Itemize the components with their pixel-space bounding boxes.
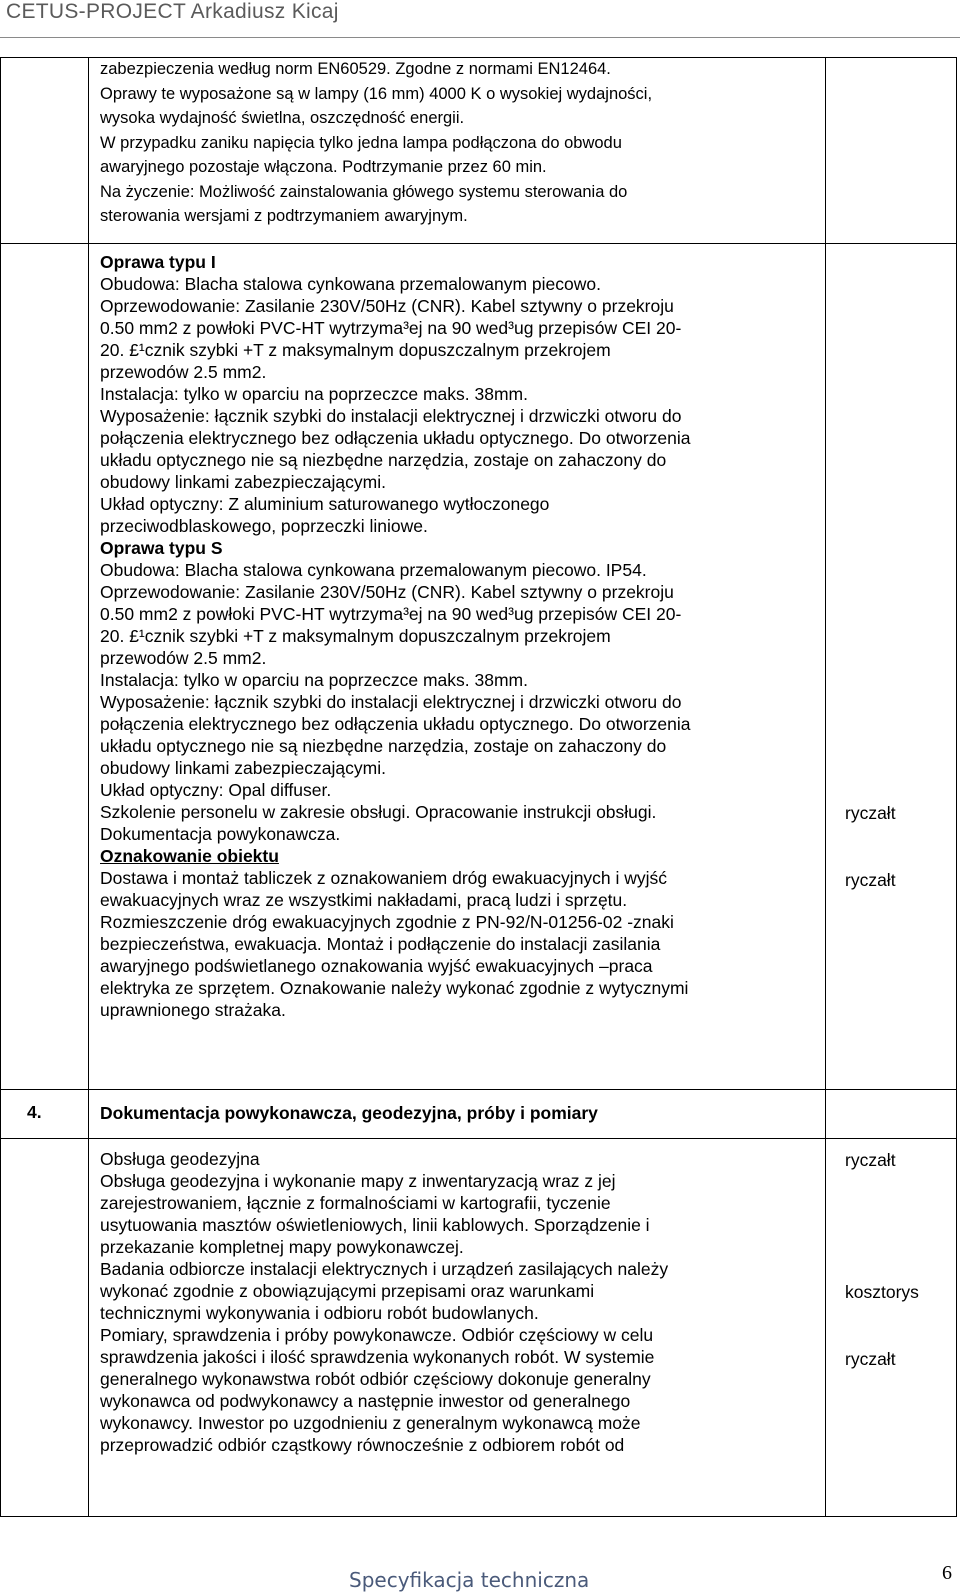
text-line: Obsługa geodezyjna bbox=[100, 1149, 260, 1169]
text-line: bezpieczeństwa, ewakuacja. Montaż i podłączenie do instalacji zasilania bbox=[100, 934, 661, 954]
text-line: Oprzewodowanie: Zasilanie 230V/50Hz (CNR). Kabel sztywny o przekroju bbox=[100, 582, 674, 602]
table-border-left bbox=[0, 57, 1, 1517]
section-4-title bbox=[100, 1102, 812, 1124]
section-heading: Oznakowanie obiektu bbox=[100, 846, 279, 866]
text-line: W przypadku zaniku napięcia tylko jedna lampa podłączona do obwodu bbox=[100, 133, 622, 152]
text-line: Szkolenie personelu w zakresie obsługi. Opracowanie instrukcji obsługi. bbox=[100, 802, 657, 822]
price-pomiary: ryczałt bbox=[845, 1349, 896, 1369]
table-border-right bbox=[956, 57, 957, 1517]
text-line: przewodów 2.5 mm2. bbox=[100, 648, 267, 668]
text-line: Dokumentacja powykonawcza. bbox=[100, 824, 341, 844]
text-line: połączenia elektrycznego bez odłączenia układu optycznego. Do otworzenia bbox=[100, 428, 691, 448]
badania-section bbox=[100, 1258, 812, 1324]
text-line: przeprowadzić odbiór cząstkowy równocześnie z odbiorem robót od bbox=[100, 1435, 625, 1455]
text-line: Wyposażenie: łącznik szybki do instalacji elektrycznej i drzwiczki otworu do bbox=[100, 406, 682, 426]
section-heading: Oprawa typu I bbox=[100, 252, 216, 272]
text-line: przeciwodblaskowego, poprzeczki liniowe. bbox=[100, 516, 428, 536]
section-heading: Oprawa typu S bbox=[100, 538, 223, 558]
text-line: usytuowania masztów oświetleniowych, linii kablowych. Sporządzenie i bbox=[100, 1215, 650, 1235]
text-line: 0.50 mm2 z powłoki PVC-HT wytrzyma³ej na 90 wed³ug przepisów CEI 20- bbox=[100, 604, 682, 624]
text-line: awaryjnego pozostaje włączona. Podtrzymanie przez 60 min. bbox=[100, 158, 547, 176]
text-line: Dostawa i montaż tabliczek z oznakowaniem dróg ewakuacyjnych i wyjść bbox=[100, 868, 668, 888]
header-title: CETUS-PROJECT Arkadiusz Kicaj bbox=[6, 0, 339, 23]
text-line: ewakuacyjnych wraz ze wszystkimi nakładami, pracą ludzi i sprzętu. bbox=[100, 890, 628, 910]
oprawa-i-section bbox=[100, 251, 812, 537]
text-line: przewodów 2.5 mm2. bbox=[100, 362, 267, 382]
text-line: Oprzewodowanie: Zasilanie 230V/50Hz (CNR). Kabel sztywny o przekroju bbox=[100, 296, 674, 316]
table-divider-number bbox=[88, 57, 89, 1517]
text-line: Wyposażenie: łącznik szybki do instalacji elektrycznej i drzwiczki otworu do bbox=[100, 692, 682, 712]
text-line: zabezpieczenia według norm EN60529. Zgodne z normami EN12464. bbox=[100, 60, 611, 78]
text-line: sterowania wersjami z podtrzymaniem awaryjnym. bbox=[100, 207, 468, 225]
section-number: 4. bbox=[27, 1102, 42, 1122]
table-row-separator bbox=[0, 1138, 957, 1139]
table-border-bottom bbox=[0, 1516, 957, 1517]
text-line: Oprawy te wyposażone są w lampy (16 mm) 4000 K o wysokiej wydajności, bbox=[100, 84, 653, 103]
text-line: Na życzenie: Możliwość zainstalowania główego systemu sterowania do bbox=[100, 182, 628, 201]
text-line: 20. £¹cznik szybki +T z maksymalnym dopuszczalnym przekrojem bbox=[100, 626, 611, 646]
text-line: Pomiary, sprawdzenia i próby powykonawcze. Odbiór częściowy w celu bbox=[100, 1325, 654, 1345]
pomiary-section bbox=[100, 1324, 812, 1456]
text-line: 0.50 mm2 z powłoki PVC-HT wytrzyma³ej na 90 wed³ug przepisów CEI 20- bbox=[100, 318, 682, 338]
price-szkolenie: ryczałt bbox=[845, 803, 896, 823]
price-badania: kosztorys bbox=[845, 1282, 919, 1302]
text-line: Układ optyczny: Z aluminium saturowanego wytłoczonego bbox=[100, 494, 550, 514]
text-line: Obsługa geodezyjna i wykonanie mapy z inwentaryzacją wraz z jej bbox=[100, 1171, 616, 1191]
text-line: połączenia elektrycznego bez odłączenia układu optycznego. Do otworzenia bbox=[100, 714, 691, 734]
text-line: wykonawcy. Inwestor po uzgodnieniu z generalnym wykonawcą może bbox=[100, 1413, 641, 1433]
text-line: układu optycznego nie są niezbędne narzędzia, zostaje on zahaczony do bbox=[100, 736, 667, 756]
table-row-separator bbox=[0, 1089, 957, 1090]
text-line: technicznymi wykonywania i odbioru robót budowlanych. bbox=[100, 1303, 539, 1323]
text-line: zarejestrowaniem, łącznie z formalnościami w kartografii, tyczenie bbox=[100, 1193, 611, 1213]
text-line: Obudowa: Blacha stalowa cynkowana przemalowanym piecowo. IP54. bbox=[100, 560, 647, 580]
page-number: 6 bbox=[942, 1562, 952, 1584]
table-divider-price bbox=[825, 57, 826, 1517]
text-line: przekazanie kompletnej mapy powykonawczej. bbox=[100, 1237, 464, 1257]
text-line: Instalacja: tylko w oparciu na poprzeczce maks. 38mm. bbox=[100, 670, 528, 690]
text-line: obudowy linkami zabezpieczającymi. bbox=[100, 758, 386, 778]
text-line: elektryka ze sprzętem. Oznakowanie należy wykonać zgodnie z wytycznymi bbox=[100, 978, 689, 998]
text-line: Instalacja: tylko w oparciu na poprzeczce maks. 38mm. bbox=[100, 384, 528, 404]
table-row-separator bbox=[0, 243, 957, 244]
text-line: generalnego wykonawstwa robót odbiór częściowy dokonuje generalny bbox=[100, 1369, 651, 1389]
text-line: wykonawca od podwykonawcy a następnie inwestor od generalnego bbox=[100, 1391, 631, 1411]
text-line: uprawnionego strażaka. bbox=[100, 1000, 286, 1020]
footer-title: Specyfikacja techniczna bbox=[349, 1568, 590, 1592]
text-line: Układ optyczny: Opal diffuser. bbox=[100, 780, 332, 800]
text-line: układu optycznego nie są niezbędne narzędzia, zostaje on zahaczony do bbox=[100, 450, 667, 470]
text-line: wysoka wydajność świetlna, oszczędność energii. bbox=[100, 109, 465, 127]
text-line: Rozmieszczenie dróg ewakuacyjnych zgodnie z PN-92/N-01256-02 -znaki bbox=[100, 912, 674, 932]
text-line: wykonać zgodnie z obowiązującymi przepisami oraz warunkami bbox=[100, 1281, 595, 1301]
text-line: sprawdzenia jakości i ilość sprawdzenia wykonanych robót. W systemie bbox=[100, 1347, 655, 1367]
price-oznakowanie: ryczałt bbox=[845, 870, 896, 890]
section-title: Dokumentacja powykonawcza, geodezyjna, próby i pomiary bbox=[100, 1103, 598, 1123]
geodezja-section bbox=[100, 1148, 812, 1258]
oznakowanie-section bbox=[100, 845, 812, 1021]
price-geodezja: ryczałt bbox=[845, 1150, 896, 1170]
szkolenie-section bbox=[100, 801, 812, 845]
text-line: Badania odbiorcze instalacji elektrycznych i urządzeń zasilających należy bbox=[100, 1259, 669, 1279]
text-line: 20. £¹cznik szybki +T z maksymalnym dopuszczalnym przekrojem bbox=[100, 340, 611, 360]
text-line: obudowy linkami zabezpieczającymi. bbox=[100, 472, 386, 492]
intro-paragraph bbox=[100, 57, 812, 229]
oprawa-s-section bbox=[100, 537, 812, 801]
text-line: Obudowa: Blacha stalowa cynkowana przemalowanym piecowo. bbox=[100, 274, 601, 294]
text-line: awaryjnego podświetlanego oznakowania wyjść ewakuacyjnych –praca bbox=[100, 956, 653, 976]
